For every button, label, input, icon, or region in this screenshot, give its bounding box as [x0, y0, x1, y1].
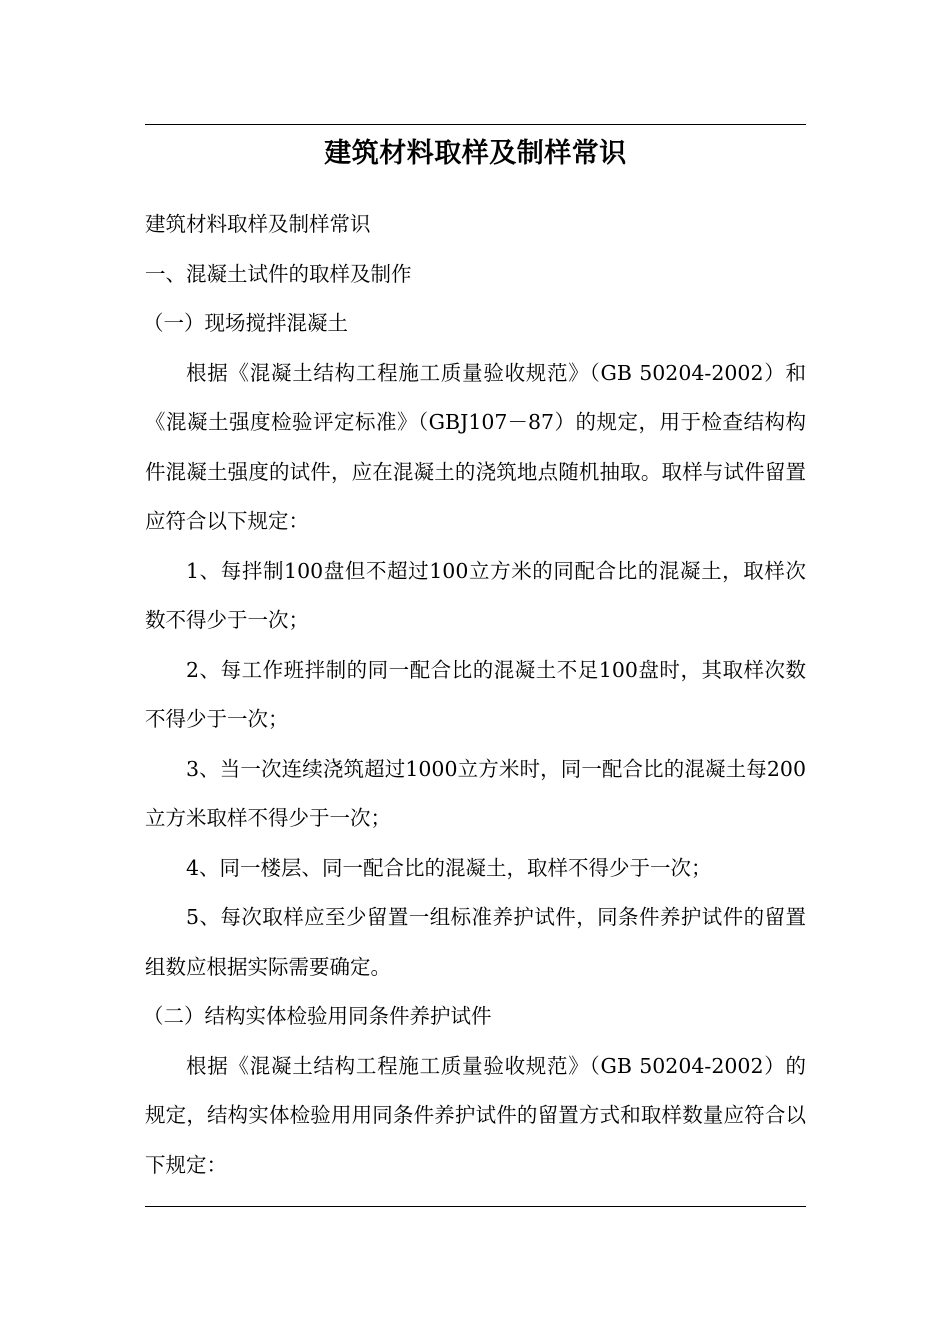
paragraph-subtitle: 建筑材料取样及制样常识: [145, 212, 371, 236]
header-rule: [145, 124, 806, 125]
list-item: 1、每拌制100盘但不超过100立方米的同配合比的混凝土，取样次数不得少于一次；: [145, 558, 806, 632]
list-item: 5、每次取样应至少留置一组标准养护试件，同条件养护试件的留置组数应根据实际需要确定。: [145, 905, 806, 979]
document-title: 建筑材料取样及制样常识: [324, 138, 627, 169]
list-item: 2、每工作班拌制的同一配合比的混凝土不足100盘时，其取样次数不得少于一次；: [145, 657, 806, 731]
list-item: 4、同一楼层、同一配合比的混凝土，取样不得少于一次；: [186, 855, 712, 880]
subsection-heading: （一）现场搅拌混凝土: [143, 311, 348, 335]
document-body: [145, 200, 806, 1190]
list-item: 3、当一次连续浇筑超过1000立方米时，同一配合比的混凝土每200立方米取样不得少于一次；: [145, 756, 806, 830]
section-heading: 一、混凝土试件的取样及制作: [145, 261, 412, 286]
footer-rule: [145, 1206, 806, 1207]
paragraph: 根据《混凝土结构工程施工质量验收规范》（GB 50204-2002）和《混凝土强度检验评定标准》（GBJ107－87）的规定，用于检查结构构件混凝土强度的试件，应在混凝土的浇筑地点随机抽取。取样与试件留置应符合以下规定：: [145, 360, 806, 533]
subsection-heading: （二）结构实体检验用同条件养护试件: [143, 1004, 492, 1028]
paragraph: 根据《混凝土结构工程施工质量验收规范》（GB 50204-2002）的规定，结构实体检验用用同条件养护试件的留置方式和取样数量应符合以下规定：: [145, 1053, 806, 1177]
